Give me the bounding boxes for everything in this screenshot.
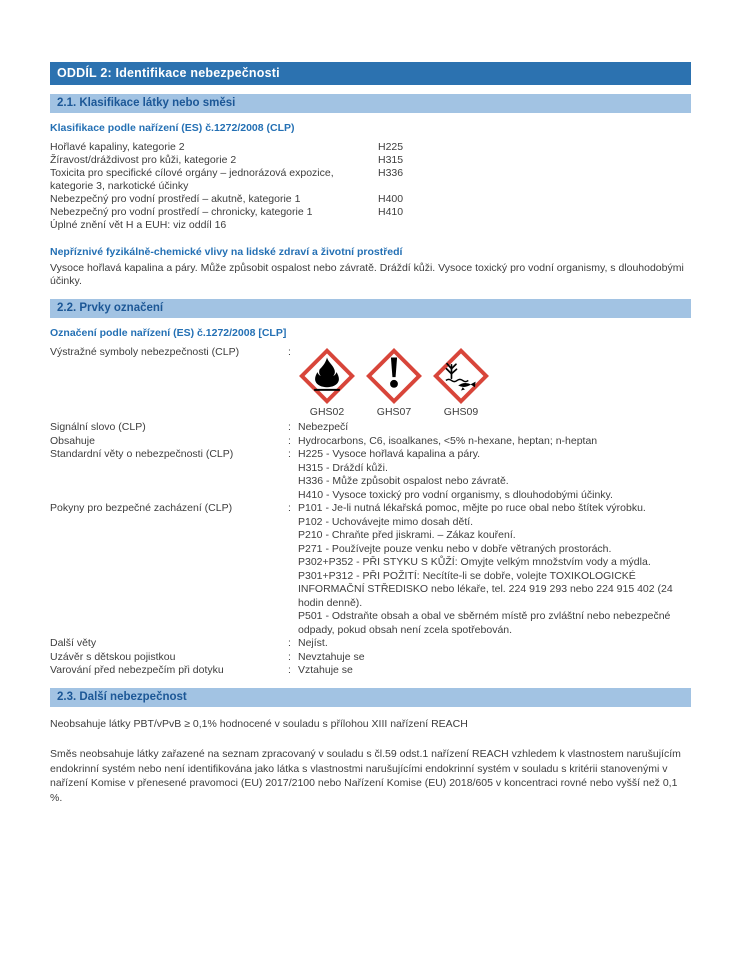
tactile-warning-value: Vztahuje se bbox=[298, 664, 353, 676]
hazard-statement: H336 - Může způsobit ospalost nebo závratě. bbox=[298, 475, 509, 487]
hazard-statement: H315 - Dráždí kůži. bbox=[298, 461, 388, 474]
pbt-assessment-text: Neobsahuje látky PBT/vPvB ≥ 0,1% hodnocené v souladu s přílohou XIII nařízení REACH bbox=[50, 717, 468, 730]
signal-word-row bbox=[50, 421, 691, 435]
hazard-code: H410 bbox=[378, 206, 404, 218]
precautionary-statements-row bbox=[50, 502, 691, 637]
flame-icon bbox=[299, 348, 355, 404]
tactile-warning-label: Varování před nebezpečím při dotyku bbox=[50, 664, 224, 676]
hazard-class-text: Hořlavé kapaliny, kategorie 2 bbox=[50, 141, 185, 153]
contains-label: Obsahuje bbox=[50, 434, 95, 447]
precautionary-statements-label: Pokyny pro bezpečné zacházení (CLP) bbox=[50, 502, 233, 514]
pictograms-row bbox=[50, 346, 691, 421]
hazard-statement: H410 - Vysoce toxický pro vodní organismy, s dlouhodobými účinky. bbox=[298, 488, 613, 501]
child-resistant-cap-label: Uzávěr s dětskou pojistkou bbox=[50, 650, 176, 663]
contains-value: Hydrocarbons, C6, isoalkanes, <5% n-hexane, heptan; n-heptan bbox=[298, 434, 598, 447]
colon: : bbox=[288, 434, 291, 447]
ghs09-pictogram bbox=[432, 348, 490, 418]
hazard-code: H336 bbox=[378, 167, 404, 179]
adverse-effects-text: Vysoce hořlavá kapalina a páry. Může způsobit ospalost nebo závratě. Dráždí kůži. Vysoce toxický pro vodní organismy, s dlouhodobými účinky. bbox=[50, 262, 684, 287]
other-statements-value: Nejíst. bbox=[298, 637, 328, 649]
classification-table bbox=[50, 141, 691, 232]
subsection-2-3-header: 2.3. Další nebezpečnost bbox=[50, 688, 691, 707]
full-wording-note: Úplné znění vět H a EUH: viz oddíl 16 bbox=[50, 219, 227, 231]
labelling-regulation-title: Označení podle nařízení (ES) č.1272/2008 [CLP] bbox=[50, 327, 287, 339]
precautionary-statement: P101 - Je-li nutná lékařská pomoc, mějte po ruce obal nebo štítek výrobku. bbox=[298, 502, 646, 514]
hazard-statements-list bbox=[298, 448, 691, 502]
hazard-statements-row bbox=[50, 448, 691, 502]
child-resistant-cap-value: Nevztahuje se bbox=[298, 650, 365, 663]
precautionary-statement: P501 - Odstraňte obsah a obal ve sběrném místě pro zvláštní nebo nebezpečné odpady, pokud obsah není zcela spotřebován. bbox=[298, 610, 671, 636]
sds-section-2-page bbox=[50, 62, 691, 805]
subsection-2-1-header: 2.1. Klasifikace látky nebo směsi bbox=[50, 94, 691, 113]
hazard-class-text: Nebezpečný pro vodní prostředí – chronicky, kategorie 1 bbox=[50, 206, 313, 218]
colon: : bbox=[288, 664, 291, 676]
subsection-2-2-header: 2.2. Prvky označení bbox=[50, 299, 691, 318]
pictogram-code: GHS09 bbox=[443, 406, 479, 418]
pictograms-label: Výstražné symboly nebezpečnosti (CLP) bbox=[50, 346, 240, 358]
endocrine-disruptor-text: Směs neobsahuje látky zařazené na seznam zpracovaný v souladu s čl.59 odst.1 nařízení REACH vzhledem k vlastnostem narušujícím endokrinní systém nebo není identifikována jako látka s vlastnostmi narušujícími endokrinní systém v souladu s kritérii stanovenými v nařízení Komise v přenesené pravomoci (EU) 2017/2100 nebo Nařízení Komise (EU) 2018/605 v koncentraci rovné nebo vyšší než 0,1 %. bbox=[50, 748, 681, 804]
precautionary-statements-list bbox=[298, 502, 691, 637]
contains-row bbox=[50, 435, 691, 449]
pictogram-code: GHS07 bbox=[376, 406, 412, 418]
table-row bbox=[50, 154, 691, 167]
hazard-class-text: Toxicita pro specifické cílové orgány – jednorázová expozice, kategorie 3, narkotické účinky bbox=[50, 167, 334, 192]
hazard-code: H315 bbox=[378, 154, 404, 166]
exclamation-mark-icon bbox=[366, 348, 422, 404]
colon: : bbox=[288, 448, 291, 460]
pictogram-code: GHS02 bbox=[309, 406, 345, 418]
colon: : bbox=[288, 637, 291, 649]
hazard-class-text: Nebezpečný pro vodní prostředí – akutně, kategorie 1 bbox=[50, 193, 301, 205]
hazard-statement: H225 - Vysoce hořlavá kapalina a páry. bbox=[298, 448, 481, 460]
hazard-class-text: Žíravost/dráždivost pro kůži, kategorie 2 bbox=[50, 154, 237, 166]
signal-word-label: Signální slovo (CLP) bbox=[50, 421, 146, 433]
ghs-pictogram-strip bbox=[298, 348, 691, 418]
table-row bbox=[50, 167, 691, 193]
section-2-header: ODDÍL 2: Identifikace nebezpečnosti bbox=[50, 62, 691, 85]
pictograms-value bbox=[298, 346, 691, 421]
precautionary-statement: P302+P352 - PŘI STYKU S KŮŽÍ: Omyjte velkým množstvím vody a mýdla. bbox=[298, 556, 651, 568]
other-statements-label: Další věty bbox=[50, 637, 97, 649]
colon: : bbox=[288, 421, 291, 433]
colon: : bbox=[288, 346, 291, 358]
labelling-rows bbox=[50, 346, 691, 678]
adverse-effects-title: Nepříznivé fyzikálně-chemické vlivy na lidské zdraví a životní prostředí bbox=[50, 246, 403, 258]
classification-regulation-title: Klasifikace podle nařízení (ES) č.1272/2008 (CLP) bbox=[50, 122, 295, 134]
colon: : bbox=[288, 650, 291, 663]
precautionary-statement: P210 - Chraňte před jiskrami. – Zákaz kouření. bbox=[298, 529, 516, 541]
table-row bbox=[50, 193, 691, 206]
ghs07-pictogram bbox=[365, 348, 423, 418]
precautionary-statement: P271 - Používejte pouze venku nebo v dobře větraných prostorách. bbox=[298, 542, 612, 555]
environment-icon bbox=[433, 348, 489, 404]
signal-word-value: Nebezpečí bbox=[298, 421, 349, 433]
tactile-warning-row bbox=[50, 664, 691, 678]
table-row bbox=[50, 141, 691, 154]
other-statements-row bbox=[50, 637, 691, 651]
hazard-statements-label: Standardní věty o nebezpečnosti (CLP) bbox=[50, 448, 234, 460]
precautionary-statement: P102 - Uchovávejte mimo dosah dětí. bbox=[298, 515, 474, 528]
hazard-code: H400 bbox=[378, 193, 404, 205]
table-row bbox=[50, 206, 691, 219]
child-resistant-cap-row bbox=[50, 651, 691, 665]
ghs02-pictogram bbox=[298, 348, 356, 418]
colon: : bbox=[288, 502, 291, 514]
hazard-code: H225 bbox=[378, 141, 404, 153]
precautionary-statement: P301+P312 - PŘI POŽITÍ: Necítíte-li se dobře, volejte TOXIKOLOGICKÉ INFORMAČNÍ STŘEDISKO nebo lékaře, tel. 224 919 293 nebo 224 915 402 (24 hodin denně). bbox=[298, 569, 673, 609]
